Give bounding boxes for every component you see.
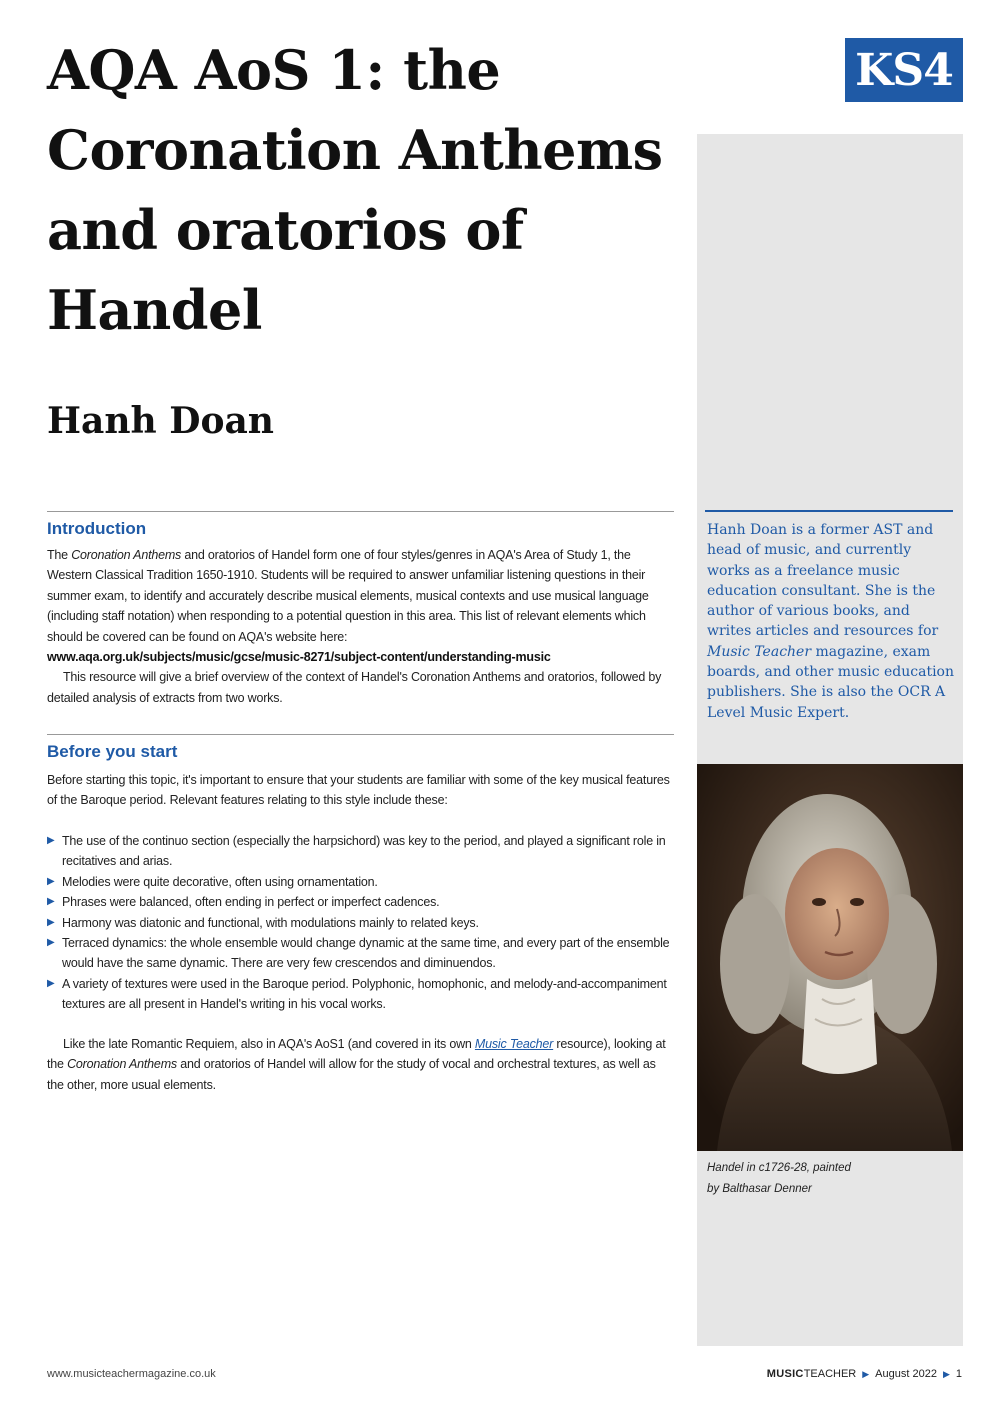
issue-date: August 2022 (875, 1368, 937, 1380)
bio-text: Hanh Doan is a former AST and head of music, and currently works as a freelance music education consultant. She is the author of various books, and writes articles and resources for (707, 522, 939, 640)
text-run: resource), looking at the (47, 1037, 666, 1072)
bio-divider (705, 510, 953, 512)
list-item-text: Phrases were balanced, often ending in perfect or imperfect cadences. (62, 895, 440, 910)
list-item-text: The use of the continuo section (especially the harpsichord) was key to the period, and played a significant role in recitatives and arias. (62, 834, 666, 869)
caption-line: by Balthasar Denner (707, 1183, 812, 1195)
right-triangle-icon: ▶ (47, 835, 55, 846)
list-item (47, 913, 674, 933)
introduction-heading: Introduction (47, 519, 147, 538)
paragraph: This resource will give a brief overview of the context of Handel's Coronation Anthems and oratorios, followed by detailed analysis of extracts from two works. (47, 670, 662, 705)
brand-bold: MUSIC (766, 1368, 804, 1380)
brand-rest: TEACHER (803, 1368, 857, 1380)
work-title: Coronation Anthems (71, 548, 182, 562)
list-item-text: Melodies were quite decorative, often using ornamentation. (62, 874, 378, 889)
page-number: 1 (955, 1368, 962, 1380)
list-item (47, 892, 674, 912)
handel-portrait-image (697, 764, 963, 1151)
right-triangle-icon: ▶ (47, 896, 55, 908)
aqa-website-link[interactable]: www.aqa.org.uk/subjects/music/gcse/music-8271/subject-content/understanding-music (47, 650, 551, 665)
text-run: Like the late Romantic Requiem, also in AQA's AoS1 (and covered in its own (63, 1037, 475, 1051)
list-item (47, 872, 674, 892)
right-triangle-icon: ▶ (942, 1368, 950, 1379)
right-triangle-icon: ▶ (47, 916, 55, 928)
list-item (47, 974, 674, 1015)
list-item (47, 831, 674, 872)
before-intro: Before starting this topic, it's important to ensure that your students are familiar with some of the key musical features of the Baroque period. Relevant features relating to this style include these: (47, 773, 670, 808)
music-teacher-link[interactable]: Music Teacher (474, 1037, 554, 1051)
feature-list (47, 831, 674, 1015)
page-title: AQA AoS 1: the Coronation Anthems and oratorios of Handel (47, 38, 663, 342)
section-divider (47, 511, 674, 512)
list-item-text: Terraced dynamics: the whole ensemble would change dynamic at the same time, and every part of the ensemble would have the same dynamic. There are very few crescendos and diminuendos. (62, 936, 670, 971)
paragraph (47, 545, 674, 647)
before-you-start-heading: Before you start (47, 742, 178, 761)
brand-name (767, 1368, 857, 1380)
footer-publication-info (767, 1368, 962, 1380)
text-run: The (47, 548, 72, 562)
text-run: and oratorios of Handel will allow for the study of vocal and orchestral textures, as well as the other, more usual elements. (47, 1057, 656, 1092)
author-name: Hanh Doan (47, 400, 274, 442)
section-divider (47, 734, 674, 735)
key-stage-badge: KS4 (845, 38, 963, 102)
bio-text: magazine, exam boards, and other music education publishers. She is also the OCR A Level Music Expert. (707, 643, 954, 721)
right-triangle-icon: ▶ (47, 977, 55, 989)
work-title: Coronation Anthems (67, 1057, 177, 1072)
portrait-caption (707, 1158, 947, 1200)
list-item (47, 933, 674, 974)
introduction-body (47, 545, 674, 708)
right-triangle-icon: ▶ (862, 1368, 870, 1379)
closing-paragraph (47, 1034, 674, 1095)
author-bio (707, 520, 955, 723)
right-triangle-icon: ▶ (47, 937, 55, 949)
right-triangle-icon: ▶ (47, 875, 55, 887)
bio-magazine-name: Music Teacher (707, 643, 812, 660)
footer-website[interactable]: www.musicteachermagazine.co.uk (47, 1368, 216, 1380)
text-run: and oratorios of Handel form one of four styles/genres in AQA's Area of Study 1, the Western Classical Tradition 1650-1910. Students will be required to answer unfamiliar listening questions in their summer exam, to identify and accurately describe musical elements, musical contexts and use musical language (including staff notation) when responding to a potential question in this area. This list of relevant elements which should be covered can be found on AQA's website here: (47, 548, 649, 644)
caption-line: Handel in c1726-28, painted (707, 1162, 851, 1174)
list-item-text: Harmony was diatonic and functional, with modulations mainly to related keys. (62, 915, 479, 930)
list-item-text: A variety of textures were used in the Baroque period. Polyphonic, homophonic, and melody-and-accompaniment textures are all present in Handel's writing in his vocal works. (62, 976, 667, 1012)
